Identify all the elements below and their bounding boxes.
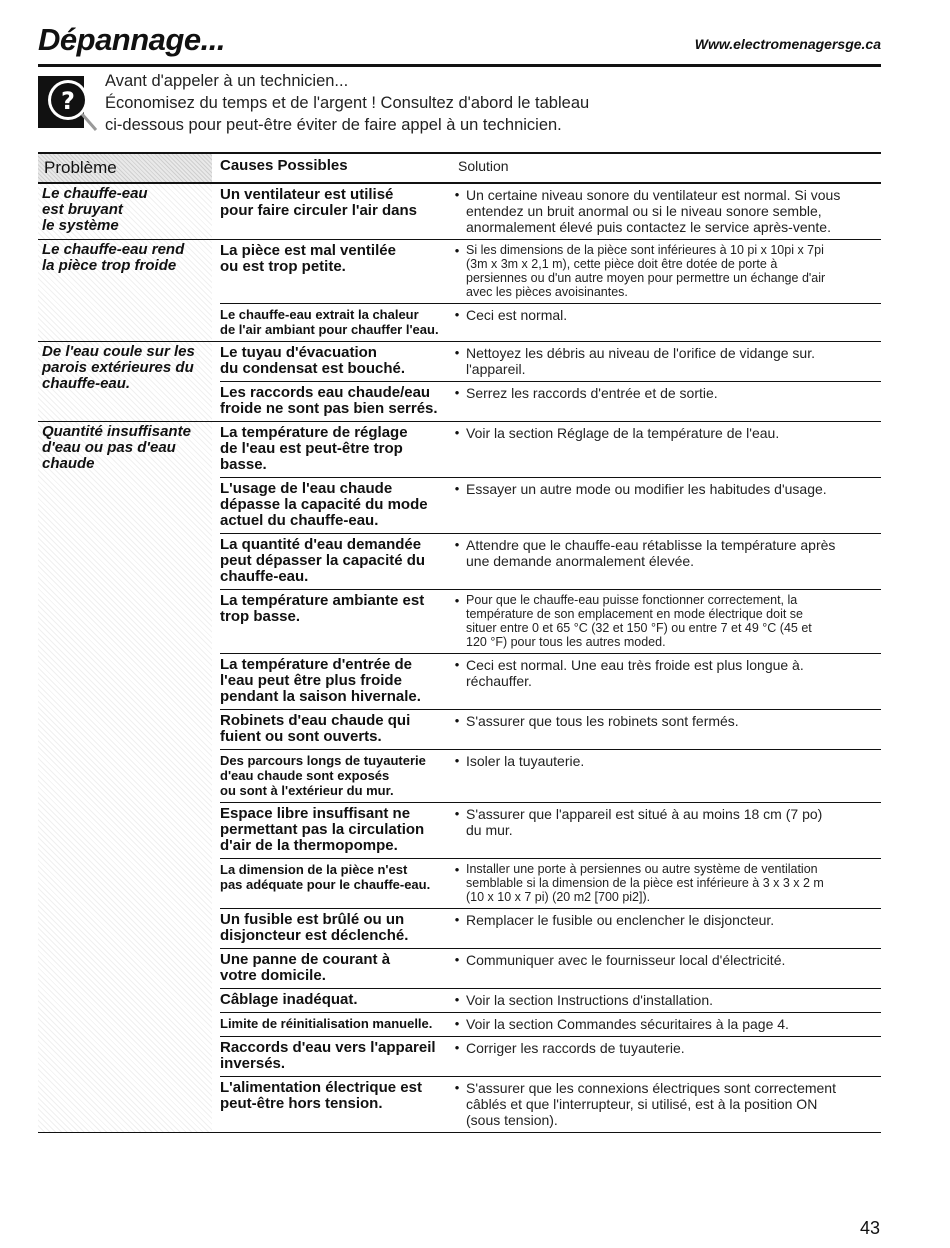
solution-cell [466,862,881,904]
solution-line: réchauffer. [466,673,532,689]
solution-line: Serrez les raccords d'entrée et de sortie. [466,385,718,401]
cause-line: Une panne de courant à [220,951,391,968]
cause-cell [220,1080,448,1128]
cause-cell [220,385,448,417]
solution-cell [466,537,881,585]
cause-cell [220,1040,448,1072]
cause-line: La quantité d'eau demandée [220,536,422,553]
cause-line: ou est trop petite. [220,258,346,275]
table-row [220,533,881,589]
table-row [220,988,881,1012]
solution-line: S'assurer que les connexions électriques sont correctement [466,1080,836,1096]
solution-cell [466,1080,881,1128]
cause-line: permettant pas la circulation [220,821,425,838]
cause-line: Des parcours longs de tuyauterie [220,753,426,768]
cause-line: Limite de réinitialisation manuelle. [220,1016,433,1031]
problem-line: De l'eau coule sur les [42,343,195,360]
solution-line: entendez un bruit anormal ou si le niveau sonore semble, [466,203,822,219]
solution-line: 120 °F) pour tous les autres moded. [466,635,666,649]
cause-line: d'eau chaude sont exposés [220,768,390,783]
table-row [220,858,881,908]
cause-cell [220,425,448,473]
table-row [220,422,881,477]
table-row [220,477,881,533]
problem-line: d'eau ou pas d'eau [42,439,176,456]
cause-cell [220,713,448,745]
solution-line: Essayer un autre mode ou modifier les habitudes d'usage. [466,481,827,497]
problem-cell [38,184,212,239]
solution-line: Voir la section Réglage de la température de l'eau. [466,425,780,441]
cause-cell [220,593,448,649]
cause-line: chauffe-eau. [220,568,309,585]
bullet-icon: • [454,243,460,258]
cause-line: l'eau peut être plus froide [220,672,402,689]
cause-line: trop basse. [220,608,301,625]
solution-line: température de son emplacement en mode électrique doit se [466,607,803,621]
bullet-icon: • [454,1016,460,1031]
solution-line: anormalement élevé puis contactez le service après-vente. [466,219,831,235]
table-row [220,342,881,381]
solution-line: du mur. [466,822,513,838]
solution-cell [466,657,881,705]
bullet-icon: • [454,1080,460,1095]
solution-cell [466,307,881,337]
bullet-icon: • [454,593,460,608]
cause-line: Espace libre insuffisant ne [220,805,411,822]
solution-cell [466,912,881,944]
header-causes: Causes Possibles [220,157,348,174]
solution-line: Voir la section Commandes sécuritaires à la page 4. [466,1016,789,1032]
solution-line: Ceci est normal. [466,307,568,323]
page-title: Dépannage... [38,22,225,57]
bullet-icon: • [454,713,460,728]
problem-text [38,342,212,392]
bullet-icon: • [454,806,460,821]
cause-cell [220,345,448,377]
cause-cell [220,912,448,944]
solution-line: persiennes ou d'un autre moyen pour permettre un échange d'air [466,271,826,285]
solution-cell [466,345,881,377]
cause-cell [220,1016,448,1032]
table-row [220,653,881,709]
problem-group [38,240,881,342]
solution-line: Voir la section Instructions d'installation. [466,992,714,1008]
cause-cell [220,481,448,529]
problem-line: chauffe-eau. [42,375,131,392]
cause-line: pour faire circuler l'air dans [220,202,417,219]
solution-line: Remplacer le fusible ou enclencher le disjoncteur. [466,912,775,928]
cause-line: La dimension de la pièce n'est [220,862,408,877]
cause-line: actuel du chauffe-eau. [220,512,379,529]
solution-cell [466,753,881,798]
bullet-icon: • [454,345,460,360]
bullet-icon: • [454,657,460,672]
solution-line: Si les dimensions de la pièce sont inférieures à 10 pi x 10pi x 7pi [466,243,824,257]
cause-line: de l'eau est peut-être trop [220,440,403,457]
problem-group [38,342,881,422]
table-row [220,589,881,653]
cause-cell [220,862,448,904]
intro-line: Avant d'appeler à un technicien... [105,72,349,90]
table-row [220,908,881,948]
cause-line: Raccords d'eau vers l'appareil [220,1039,436,1056]
bullet-icon: • [454,952,460,967]
solution-line: câblés et que l'interrupteur, si utilisé, est à la position ON [466,1096,818,1112]
cause-line: La température ambiante est [220,592,425,609]
problem-cell [38,240,212,341]
solution-line: (3m x 3m x 2,1 m), cette pièce doit être dotée de porte à [466,257,778,271]
solution-line: Attendre que le chauffe-eau rétablisse la température après [466,537,836,553]
solution-line: avec les pièces avoisinantes. [466,285,628,299]
solution-line: Installer une porte à persiennes ou autre système de ventilation [466,862,818,876]
bullet-icon: • [454,912,460,927]
cause-line: L'alimentation électrique est [220,1079,422,1096]
cause-cell [220,753,448,798]
solution-line: Ceci est normal. Une eau très froide est plus longue à. [466,657,804,673]
page-header [38,22,881,67]
cause-line: disjoncteur est déclenché. [220,927,409,944]
problem-line: la pièce trop froide [42,257,177,274]
solution-line: l'appareil. [466,361,526,377]
problem-group [38,422,881,1133]
solution-line: S'assurer que tous les robinets sont fermés. [466,713,739,729]
solution-line: Corriger les raccords de tuyauterie. [466,1040,685,1056]
cause-line: pas adéquate pour le chauffe-eau. [220,877,431,892]
problem-group [38,184,881,240]
cause-line: inversés. [220,1055,286,1072]
cause-line: Les raccords eau chaude/eau [220,384,431,401]
table-row [220,240,881,303]
solution-line: semblable si la dimension de la pièce est inférieure à 3 x 3 x 2 m [466,876,824,890]
bullet-icon: • [454,385,460,400]
cause-line: Le tuyau d'évacuation [220,344,377,361]
solution-cell [466,385,881,417]
solution-cell [466,1040,881,1072]
cause-line: Un fusible est brûlé ou un [220,911,405,928]
problem-line: parois extérieures du [42,359,194,376]
cause-line: La température de réglage [220,424,408,441]
table-row [220,802,881,858]
question-icon [38,76,98,132]
cause-cell [220,243,448,299]
cause-line: dépasse la capacité du mode [220,496,428,513]
solution-line: Nettoyez les débris au niveau de l'orifice de vidange sur. [466,345,815,361]
cause-cell [220,307,448,337]
header-problem: Problème [38,154,212,182]
problem-text [38,240,212,274]
intro-line: Économisez du temps et de l'argent ! Consultez d'abord le tableau [105,94,590,112]
cause-line: d'air de la thermopompe. [220,837,398,854]
problem-cell [38,342,212,421]
cause-line: La pièce est mal ventilée [220,242,396,259]
intro-section [38,70,881,150]
cause-line: Câblage inadéquat. [220,991,358,1008]
cause-cell [220,537,448,585]
cause-line: Un ventilateur est utilisé [220,186,394,203]
page-number: 43 [859,1218,880,1238]
cause-line: froide ne sont pas bien serrés. [220,400,438,417]
cause-cell [220,992,448,1008]
table-body [38,184,881,1133]
intro-line: ci-dessous pour peut-être éviter de faire appel à un technicien. [105,116,562,134]
intro-text [105,70,589,136]
cause-line: de l'air ambiant pour chauffer l'eau. [220,322,439,337]
table-row [220,948,881,988]
cause-line: peut-être hors tension. [220,1095,383,1112]
solution-line: (sous tension). [466,1112,558,1128]
table-row [220,749,881,802]
solution-cell [466,187,881,235]
solution-line: situer entre 0 et 65 °C (32 et 150 °F) ou entre 7 et 49 °C (45 et [466,621,812,635]
solution-line: Un certaine niveau sonore du ventilateur est normal. Si vous [466,187,841,203]
bullet-icon: • [454,187,460,202]
solution-cell [466,713,881,745]
problem-text [38,184,212,234]
cause-line: pendant la saison hivernale. [220,688,421,705]
solution-line: une demande anormalement élevée. [466,553,695,569]
solution-line: Communiquer avec le fournisseur local d'électricité. [466,952,786,968]
table-row [220,381,881,421]
table-header [38,152,881,184]
solution-cell [466,425,881,473]
bullet-icon: • [454,537,460,552]
cause-cell [220,952,448,984]
solution-line: S'assurer que l'appareil est situé à au moins 18 cm (7 po) [466,806,823,822]
bullet-icon: • [454,425,460,440]
solution-cell [466,1016,881,1032]
table-row [220,1036,881,1076]
solution-cell [466,992,881,1008]
cause-line: peut dépasser la capacité du [220,552,426,569]
solution-line: (10 x 10 x 7 pi) (20 m2 [700 pi2]). [466,890,651,904]
table-row [220,184,881,239]
problem-line: est bruyant [42,201,123,218]
cause-cell [220,187,448,235]
problem-line: le système [42,217,119,234]
bullet-icon: • [454,1040,460,1055]
bullet-icon: • [454,992,460,1007]
cause-line: votre domicile. [220,967,326,984]
svg-text:?: ? [61,87,75,115]
solution-cell [466,952,881,984]
cause-line: fuient ou sont ouverts. [220,728,382,745]
cause-line: La température d'entrée de [220,656,412,673]
problem-line: Le chauffe-eau rend [42,241,185,258]
bullet-icon: • [454,481,460,496]
bullet-icon: • [454,753,460,768]
cause-line: Robinets d'eau chaude qui [220,712,411,729]
cause-line: Le chauffe-eau extrait la chaleur [220,307,419,322]
solution-cell [466,593,881,649]
solution-cell [466,481,881,529]
bullet-icon: • [454,307,460,322]
cause-line: ou sont à l'extérieur du mur. [220,783,394,798]
cause-line: basse. [220,456,267,473]
cause-line: du condensat est bouché. [220,360,406,377]
solution-line: Pour que le chauffe-eau puisse fonctionner correctement, la [466,593,798,607]
solution-cell [466,243,881,299]
problem-line: Quantité insuffisante [42,423,191,440]
table-row [220,1076,881,1132]
solution-cell [466,806,881,854]
table-row [220,303,881,341]
solution-line: Isoler la tuyauterie. [466,753,585,769]
table-row [220,709,881,749]
problem-cell [38,422,212,1132]
bullet-icon: • [454,862,460,877]
cause-line: L'usage de l'eau chaude [220,480,393,497]
table-row [220,1012,881,1036]
cause-cell [220,806,448,854]
header-solution: Solution [458,158,509,174]
troubleshooting-table [38,152,881,1133]
cause-cell [220,657,448,705]
problem-line: chaude [42,455,95,472]
problem-line: Le chauffe-eau [42,185,148,202]
problem-text [38,422,212,472]
website-link[interactable]: Www.electromenagersge.ca [694,36,881,52]
